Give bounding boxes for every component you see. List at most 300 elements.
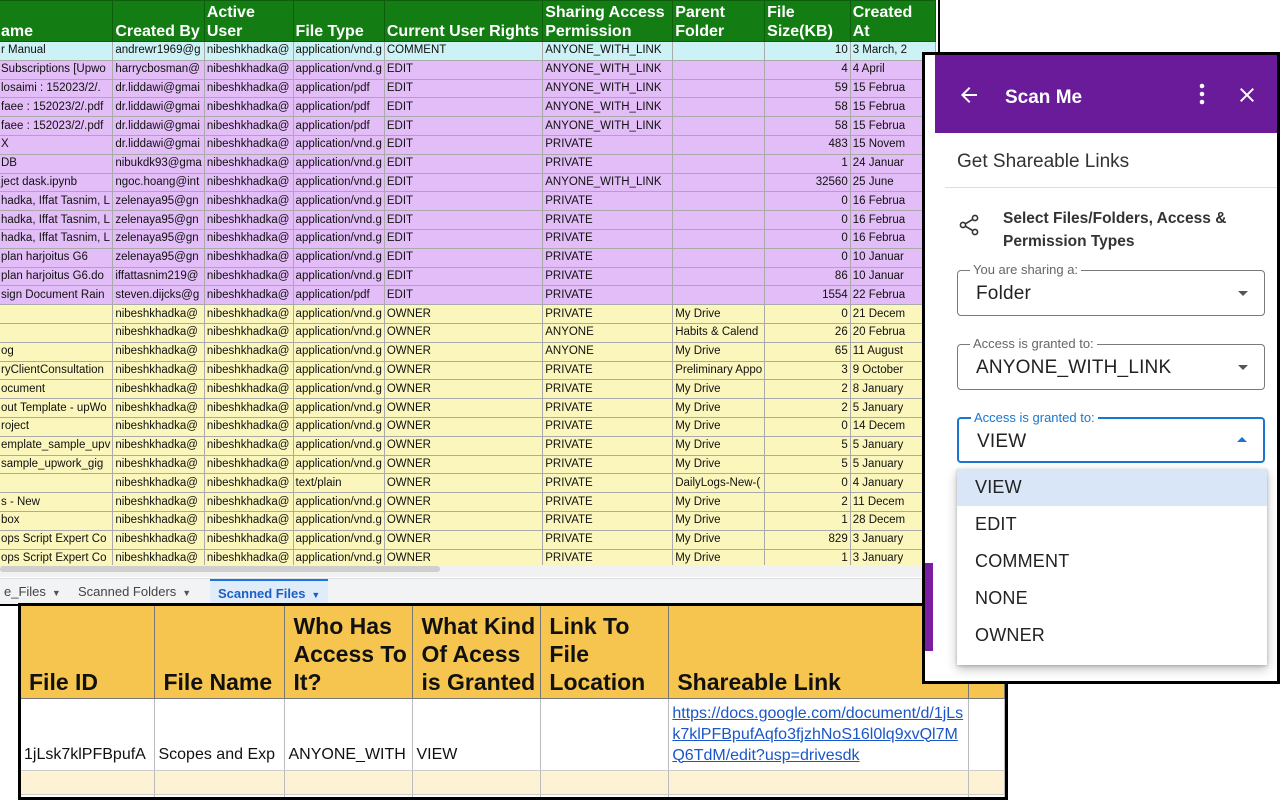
table-cell[interactable]: 0	[765, 474, 851, 493]
table-cell[interactable]: nibeshkhadka@	[204, 305, 293, 324]
table-cell[interactable]: 1	[765, 154, 851, 173]
table-cell[interactable]	[673, 42, 765, 61]
menu-item-view[interactable]: VIEW	[957, 469, 1267, 506]
table-cell[interactable]: EDIT	[384, 192, 542, 211]
sharing-type-select[interactable]	[957, 262, 1265, 316]
table-cell[interactable]: PRIVATE	[543, 211, 673, 230]
table-cell[interactable]: 20 Februa	[850, 323, 935, 342]
table-cell[interactable]: 483	[765, 135, 851, 154]
table-cell[interactable]: application/vnd.g	[293, 229, 384, 248]
table-cell[interactable]: og	[0, 342, 113, 361]
table-cell[interactable]: 0	[765, 211, 851, 230]
table-cell[interactable]: My Drive	[673, 511, 765, 530]
table-cell[interactable]: DB	[0, 154, 113, 173]
table-cell[interactable]: hadka, Iffat Tasnim, L	[0, 211, 113, 230]
table-cell[interactable]: PRIVATE	[543, 493, 673, 512]
menu-item-comment[interactable]: COMMENT	[975, 551, 1070, 571]
permission-type-select[interactable]	[957, 410, 1265, 463]
table-cell[interactable]: 4	[765, 60, 851, 79]
table-cell[interactable]: ANYONE_WITH_LINK	[543, 60, 673, 79]
table-cell[interactable]: application/vnd.g	[293, 549, 384, 568]
table-cell[interactable]: nibeshkhadka@	[204, 60, 293, 79]
table-cell[interactable]: application/vnd.g	[293, 192, 384, 211]
access-who-cell[interactable]: ANYONE_WITH	[285, 698, 413, 770]
table-cell[interactable]: 0	[765, 192, 851, 211]
table-cell[interactable]: PRIVATE	[543, 361, 673, 380]
table-cell[interactable]: PRIVATE	[543, 455, 673, 474]
table-cell[interactable]: 10 Januar	[850, 267, 935, 286]
table-cell[interactable]: PRIVATE	[543, 229, 673, 248]
table-cell[interactable]: EDIT	[384, 211, 542, 230]
table-cell[interactable]: 9 October	[850, 361, 935, 380]
table-cell[interactable]: 3	[765, 361, 851, 380]
table-cell[interactable]: 11 August	[850, 342, 935, 361]
table-cell[interactable]: application/vnd.g	[293, 42, 384, 61]
table-cell[interactable]: nibeshkhadka@	[204, 530, 293, 549]
table-cell[interactable]: ryClientConsultation	[0, 361, 113, 380]
table-cell[interactable]: nibeshkhadka@	[113, 455, 204, 474]
table-cell[interactable]: 15 Februa	[850, 79, 935, 98]
table-cell[interactable]: nibeshkhadka@	[204, 192, 293, 211]
table-cell[interactable]: 10	[765, 42, 851, 61]
table-cell[interactable]: OWNER	[384, 549, 542, 568]
table-cell[interactable]: PRIVATE	[543, 267, 673, 286]
table-cell[interactable]: application/vnd.g	[293, 511, 384, 530]
table-cell[interactable]: 58	[765, 98, 851, 117]
table-cell[interactable]: nibeshkhadka@	[204, 511, 293, 530]
table-cell[interactable]: EDIT	[384, 286, 542, 305]
table-cell[interactable]: application/pdf	[293, 79, 384, 98]
table-cell[interactable]: EDIT	[384, 117, 542, 136]
table-cell[interactable]: EDIT	[384, 98, 542, 117]
table-cell[interactable]: application/vnd.g	[293, 173, 384, 192]
table-cell[interactable]: out Template - upWo	[0, 399, 113, 418]
table-cell[interactable]: nibeshkhadka@	[113, 323, 204, 342]
table-cell[interactable]: nibeshkhadka@	[204, 98, 293, 117]
column-header[interactable]: ame	[0, 1, 113, 42]
table-cell[interactable]: ANYONE_WITH_LINK	[543, 98, 673, 117]
table-cell[interactable]: PRIVATE	[543, 286, 673, 305]
table-cell[interactable]: plan harjoitus G6.do	[0, 267, 113, 286]
table-cell[interactable]: 26	[765, 323, 851, 342]
table-cell[interactable]	[673, 211, 765, 230]
table-cell[interactable]: nibeshkhadka@	[204, 361, 293, 380]
empty-cell[interactable]	[155, 794, 285, 800]
table-cell[interactable]: 5 January	[850, 436, 935, 455]
table-cell[interactable]: 86	[765, 267, 851, 286]
table-cell[interactable]: My Drive	[673, 305, 765, 324]
table-cell[interactable]: hadka, Iffat Tasnim, L	[0, 229, 113, 248]
table-cell[interactable]: nibeshkhadka@	[204, 323, 293, 342]
access-scope-select[interactable]	[957, 336, 1265, 390]
table-cell[interactable]: PRIVATE	[543, 399, 673, 418]
table-cell[interactable]: 2	[765, 380, 851, 399]
shareable-link[interactable]: https://docs.google.com/document/d/1jLsk7klPFBpufAqfo3fjzhNoS16l0lq9xvQl7MQ6TdM/edit?usp=drivesdk	[669, 698, 969, 770]
table-cell[interactable]: OWNER	[384, 305, 542, 324]
table-cell[interactable]: 829	[765, 530, 851, 549]
table-cell[interactable]: 65	[765, 342, 851, 361]
table-cell[interactable]: PRIVATE	[543, 154, 673, 173]
table-cell[interactable]: nibeshkhadka@	[204, 436, 293, 455]
table-cell[interactable]: box	[0, 511, 113, 530]
table-cell[interactable]: 4 January	[850, 474, 935, 493]
table-cell[interactable]: PRIVATE	[543, 305, 673, 324]
column-header[interactable]: Current User Rights	[384, 1, 542, 42]
table-cell[interactable]: 4 April	[850, 60, 935, 79]
table-cell[interactable]: application/vnd.g	[293, 248, 384, 267]
table-cell[interactable]: EDIT	[384, 248, 542, 267]
table-cell[interactable]: PRIVATE	[543, 511, 673, 530]
table-cell[interactable]: nibeshkhadka@	[204, 154, 293, 173]
table-cell[interactable]: nibeshkhadka@	[204, 42, 293, 61]
table-cell[interactable]: OWNER	[384, 399, 542, 418]
table-cell[interactable]: 1	[765, 511, 851, 530]
tab-menu-icon[interactable]: ▼	[51, 588, 61, 598]
tab-menu-icon[interactable]: ▼	[311, 590, 321, 600]
table-cell[interactable]: nibeshkhadka@	[204, 380, 293, 399]
table-cell[interactable]: 58	[765, 117, 851, 136]
table-cell[interactable]: 22 Februa	[850, 286, 935, 305]
table-cell[interactable]: nibeshkhadka@	[204, 455, 293, 474]
table-cell[interactable]: nibeshkhadka@	[113, 361, 204, 380]
table-cell[interactable]: ANYONE_WITH_LINK	[543, 42, 673, 61]
table-cell[interactable]: application/vnd.g	[293, 399, 384, 418]
table-cell[interactable]: iffattasnim219@	[113, 267, 204, 286]
table-cell[interactable]: ANYONE_WITH_LINK	[543, 117, 673, 136]
table-cell[interactable]: PRIVATE	[543, 380, 673, 399]
table-cell[interactable]: application/vnd.g	[293, 267, 384, 286]
location-cell[interactable]	[541, 698, 669, 770]
table-cell[interactable]: EDIT	[384, 79, 542, 98]
table-cell[interactable]: application/vnd.g	[293, 380, 384, 399]
table-cell[interactable]: PRIVATE	[543, 135, 673, 154]
table-cell[interactable]: ject dask.ipynb	[0, 173, 113, 192]
table-cell[interactable]: OWNER	[384, 323, 542, 342]
table-cell[interactable]: application/vnd.g	[293, 60, 384, 79]
table-cell[interactable]: 32560	[765, 173, 851, 192]
table-cell[interactable]: 16 Februa	[850, 192, 935, 211]
table-cell[interactable]: roject	[0, 417, 113, 436]
empty-cell[interactable]	[669, 794, 969, 800]
empty-cell[interactable]	[669, 770, 969, 794]
empty-cell[interactable]	[21, 770, 155, 794]
table-cell[interactable]: ANYONE_WITH_LINK	[543, 173, 673, 192]
table-cell[interactable]: ngoc.hoang@int	[113, 173, 204, 192]
table-cell[interactable]: EDIT	[384, 229, 542, 248]
column-header[interactable]: File Size(KB)	[765, 1, 851, 42]
table-cell[interactable]: My Drive	[673, 455, 765, 474]
table-cell[interactable]: nibeshkhadka@	[204, 173, 293, 192]
table-cell[interactable]: nibeshkhadka@	[204, 286, 293, 305]
table-cell[interactable]: losaimi : 152023/2/.	[0, 79, 113, 98]
table-cell[interactable]: 1	[765, 549, 851, 568]
table-cell[interactable]: nibeshkhadka@	[204, 79, 293, 98]
table-cell[interactable]: application/pdf	[293, 117, 384, 136]
table-cell[interactable]: nibeshkhadka@	[204, 342, 293, 361]
table-cell[interactable]: Subscriptions [Upwo	[0, 60, 113, 79]
table-cell[interactable]: application/vnd.g	[293, 305, 384, 324]
table-cell[interactable]: sign Document Rain	[0, 286, 113, 305]
empty-cell[interactable]	[541, 794, 669, 800]
table-cell[interactable]	[673, 173, 765, 192]
table-cell[interactable]	[0, 323, 113, 342]
table-cell[interactable]: nibeshkhadka@	[204, 549, 293, 568]
table-cell[interactable]: emplate_sample_upv	[0, 436, 113, 455]
close-icon[interactable]	[1235, 83, 1259, 107]
table-cell[interactable]: application/vnd.g	[293, 323, 384, 342]
table-cell[interactable]: 14 Decem	[850, 417, 935, 436]
table-cell[interactable]	[673, 248, 765, 267]
table-cell[interactable]: dr.liddawi@gmai	[113, 79, 204, 98]
table-cell[interactable]: 0	[765, 248, 851, 267]
table-cell[interactable]: nibukdk93@gma	[113, 154, 204, 173]
table-cell[interactable]: My Drive	[673, 530, 765, 549]
table-cell[interactable]: My Drive	[673, 436, 765, 455]
table-cell[interactable]: nibeshkhadka@	[113, 530, 204, 549]
dropdown-arrow-icon[interactable]	[1238, 365, 1248, 370]
table-cell[interactable]: 3 January	[850, 549, 935, 568]
table-cell[interactable]: My Drive	[673, 380, 765, 399]
empty-cell[interactable]	[285, 770, 413, 794]
table-cell[interactable]: application/vnd.g	[293, 361, 384, 380]
table-cell[interactable]: zelenaya95@gn	[113, 229, 204, 248]
table-cell[interactable]: application/vnd.g	[293, 530, 384, 549]
empty-cell[interactable]	[413, 770, 541, 794]
table-cell[interactable]: nibeshkhadka@	[113, 474, 204, 493]
tab-files[interactable]: e_Files ▼	[4, 584, 61, 599]
table-cell[interactable]: r Manual	[0, 42, 113, 61]
menu-item-none[interactable]: NONE	[975, 588, 1028, 608]
table-cell[interactable]: COMMENT	[384, 42, 542, 61]
table-cell[interactable]: 5	[765, 436, 851, 455]
table-cell[interactable]: OWNER	[384, 530, 542, 549]
empty-cell[interactable]	[413, 794, 541, 800]
scrollbar-thumb[interactable]	[0, 566, 440, 572]
empty-cell[interactable]	[969, 770, 1005, 794]
table-cell[interactable]: nibeshkhadka@	[113, 380, 204, 399]
table-cell[interactable]: application/vnd.g	[293, 211, 384, 230]
table-cell[interactable]	[673, 267, 765, 286]
table-cell[interactable]: OWNER	[384, 511, 542, 530]
table-cell[interactable]: nibeshkhadka@	[113, 549, 204, 568]
table-cell[interactable]: DailyLogs-New-(	[673, 474, 765, 493]
table-cell[interactable]: 3 March, 2	[850, 42, 935, 61]
table-cell[interactable]: PRIVATE	[543, 417, 673, 436]
table-cell[interactable]: nibeshkhadka@	[113, 493, 204, 512]
table-cell[interactable]: ANYONE	[543, 323, 673, 342]
table-cell[interactable]	[0, 474, 113, 493]
table-cell[interactable]: My Drive	[673, 399, 765, 418]
file-name-cell[interactable]: Scopes and Exp	[155, 698, 285, 770]
table-cell[interactable]: EDIT	[384, 154, 542, 173]
table-cell[interactable]: faee : 152023/2/.pdf	[0, 98, 113, 117]
table-cell[interactable]: OWNER	[384, 474, 542, 493]
column-header[interactable]: Created At	[850, 1, 935, 42]
table-cell[interactable]: PRIVATE	[543, 436, 673, 455]
table-cell[interactable]: nibeshkhadka@	[204, 493, 293, 512]
table-cell[interactable]: application/vnd.g	[293, 154, 384, 173]
empty-cell[interactable]	[285, 794, 413, 800]
table-cell[interactable]: application/vnd.g	[293, 135, 384, 154]
table-cell[interactable]: nibeshkhadka@	[204, 399, 293, 418]
table-cell[interactable]: My Drive	[673, 549, 765, 568]
tab-menu-icon[interactable]: ▼	[182, 588, 192, 598]
table-cell[interactable]	[673, 60, 765, 79]
table-cell[interactable]: 2	[765, 399, 851, 418]
table-cell[interactable]: PRIVATE	[543, 530, 673, 549]
table-cell[interactable]: 15 Novem	[850, 135, 935, 154]
table-cell[interactable]: 28 Decem	[850, 511, 935, 530]
table-cell[interactable]: s - New	[0, 493, 113, 512]
file-id-cell[interactable]: 1jLsk7klPFBpufA	[21, 698, 155, 770]
table-cell[interactable]	[673, 117, 765, 136]
empty-cell[interactable]	[155, 770, 285, 794]
table-cell[interactable]: zelenaya95@gn	[113, 211, 204, 230]
table-cell[interactable]: dr.liddawi@gmai	[113, 135, 204, 154]
table-cell[interactable]: steven.dijcks@g	[113, 286, 204, 305]
dropdown-arrow-icon[interactable]	[1238, 291, 1248, 296]
table-cell[interactable]: nibeshkhadka@	[204, 211, 293, 230]
table-cell[interactable]: OWNER	[384, 380, 542, 399]
empty-cell[interactable]	[541, 770, 669, 794]
table-cell[interactable]: ops Script Expert Co	[0, 549, 113, 568]
table-cell[interactable]: nibeshkhadka@	[113, 417, 204, 436]
table-cell[interactable]: OWNER	[384, 417, 542, 436]
table-cell[interactable]: PRIVATE	[543, 549, 673, 568]
table-cell[interactable]: ANYONE_WITH_LINK	[543, 79, 673, 98]
table-cell[interactable]: andrewr1969@g	[113, 42, 204, 61]
column-header[interactable]: Created By	[113, 1, 204, 42]
table-cell[interactable]: application/pdf	[293, 286, 384, 305]
table-cell[interactable]: EDIT	[384, 60, 542, 79]
table-cell[interactable]: My Drive	[673, 417, 765, 436]
table-cell[interactable]: 2	[765, 493, 851, 512]
table-cell[interactable]: EDIT	[384, 173, 542, 192]
table-cell[interactable]: OWNER	[384, 493, 542, 512]
table-cell[interactable]: 1554	[765, 286, 851, 305]
column-header[interactable]: File Type	[293, 1, 384, 42]
table-cell[interactable]: harrycbosman@	[113, 60, 204, 79]
table-cell[interactable]: application/vnd.g	[293, 455, 384, 474]
table-cell[interactable]: X	[0, 135, 113, 154]
table-cell[interactable]: My Drive	[673, 493, 765, 512]
table-cell[interactable]: My Drive	[673, 342, 765, 361]
table-cell[interactable]	[673, 98, 765, 117]
table-cell[interactable]: 59	[765, 79, 851, 98]
table-cell[interactable]: PRIVATE	[543, 192, 673, 211]
column-header[interactable]: Active User	[204, 1, 293, 42]
table-cell[interactable]: sample_upwork_gig	[0, 455, 113, 474]
table-cell[interactable]: hadka, Iffat Tasnim, L	[0, 192, 113, 211]
table-cell[interactable]: PRIVATE	[543, 248, 673, 267]
table-cell[interactable]: nibeshkhadka@	[113, 305, 204, 324]
table-cell[interactable]: plan harjoitus G6	[0, 248, 113, 267]
table-cell[interactable]	[673, 79, 765, 98]
table-cell[interactable]: 3 January	[850, 530, 935, 549]
tab-scanned-folders[interactable]: Scanned Folders ▼	[78, 584, 192, 599]
table-cell[interactable]: 5	[765, 455, 851, 474]
table-cell[interactable]: 24 Januar	[850, 154, 935, 173]
table-cell[interactable]: ANYONE	[543, 342, 673, 361]
table-cell[interactable]: 15 Februa	[850, 117, 935, 136]
table-cell[interactable]: 8 January	[850, 380, 935, 399]
table-cell[interactable]: ops Script Expert Co	[0, 530, 113, 549]
table-cell[interactable]: nibeshkhadka@	[204, 474, 293, 493]
table-cell[interactable]: nibeshkhadka@	[113, 436, 204, 455]
table-cell[interactable]: 15 Februa	[850, 98, 935, 117]
column-header[interactable]: Sharing Access Permission	[543, 1, 673, 42]
table-cell[interactable]: nibeshkhadka@	[113, 399, 204, 418]
table-cell[interactable]	[673, 286, 765, 305]
column-header[interactable]: Parent Folder	[673, 1, 765, 42]
empty-cell[interactable]	[969, 698, 1005, 770]
table-cell[interactable]	[673, 135, 765, 154]
table-cell[interactable]: zelenaya95@gn	[113, 248, 204, 267]
table-cell[interactable]: 25 June	[850, 173, 935, 192]
table-cell[interactable]: faee : 152023/2/.pdf	[0, 117, 113, 136]
table-cell[interactable]: nibeshkhadka@	[204, 417, 293, 436]
access-kind-cell[interactable]: VIEW	[413, 698, 541, 770]
table-cell[interactable]: EDIT	[384, 267, 542, 286]
table-cell[interactable]	[673, 192, 765, 211]
table-cell[interactable]: 0	[765, 417, 851, 436]
table-cell[interactable]: text/plain	[293, 474, 384, 493]
table-cell[interactable]: EDIT	[384, 135, 542, 154]
table-cell[interactable]: Preliminary Appo	[673, 361, 765, 380]
table-cell[interactable]	[673, 229, 765, 248]
table-cell[interactable]: nibeshkhadka@	[204, 135, 293, 154]
empty-cell[interactable]	[969, 794, 1005, 800]
table-cell[interactable]: nibeshkhadka@	[204, 267, 293, 286]
menu-item-edit[interactable]: EDIT	[975, 514, 1017, 534]
table-cell[interactable]: 21 Decem	[850, 305, 935, 324]
table-cell[interactable]: OWNER	[384, 361, 542, 380]
table-cell[interactable]: zelenaya95@gn	[113, 192, 204, 211]
table-cell[interactable]: dr.liddawi@gmai	[113, 98, 204, 117]
table-cell[interactable]: 11 Decem	[850, 493, 935, 512]
table-cell[interactable]: 5 January	[850, 455, 935, 474]
table-cell[interactable]	[673, 154, 765, 173]
table-cell[interactable]: ocument	[0, 380, 113, 399]
table-cell[interactable]: application/vnd.g	[293, 417, 384, 436]
table-cell[interactable]: nibeshkhadka@	[113, 511, 204, 530]
table-cell[interactable]: nibeshkhadka@	[204, 117, 293, 136]
table-cell[interactable]: 0	[765, 229, 851, 248]
table-cell[interactable]: application/vnd.g	[293, 342, 384, 361]
table-cell[interactable]: 16 Februa	[850, 229, 935, 248]
table-cell[interactable]: nibeshkhadka@	[113, 342, 204, 361]
empty-cell[interactable]	[21, 794, 155, 800]
back-arrow-icon[interactable]	[957, 83, 981, 107]
table-cell[interactable]: nibeshkhadka@	[204, 229, 293, 248]
table-cell[interactable]: dr.liddawi@gmai	[113, 117, 204, 136]
table-cell[interactable]: 5 January	[850, 399, 935, 418]
table-cell[interactable]: 16 Februa	[850, 211, 935, 230]
table-cell[interactable]	[0, 305, 113, 324]
table-cell[interactable]: PRIVATE	[543, 474, 673, 493]
tab-scanned-files[interactable]: Scanned Files ▼	[210, 579, 328, 606]
more-vert-icon[interactable]	[1197, 81, 1207, 107]
table-cell[interactable]: 0	[765, 305, 851, 324]
table-cell[interactable]: 10 Januar	[850, 248, 935, 267]
table-cell[interactable]: application/pdf	[293, 98, 384, 117]
table-cell[interactable]: OWNER	[384, 342, 542, 361]
table-cell[interactable]: application/vnd.g	[293, 493, 384, 512]
menu-item-owner[interactable]: OWNER	[975, 625, 1045, 645]
dropdown-arrow-up-icon[interactable]	[1237, 437, 1247, 442]
table-cell[interactable]: OWNER	[384, 455, 542, 474]
table-cell[interactable]: nibeshkhadka@	[204, 248, 293, 267]
